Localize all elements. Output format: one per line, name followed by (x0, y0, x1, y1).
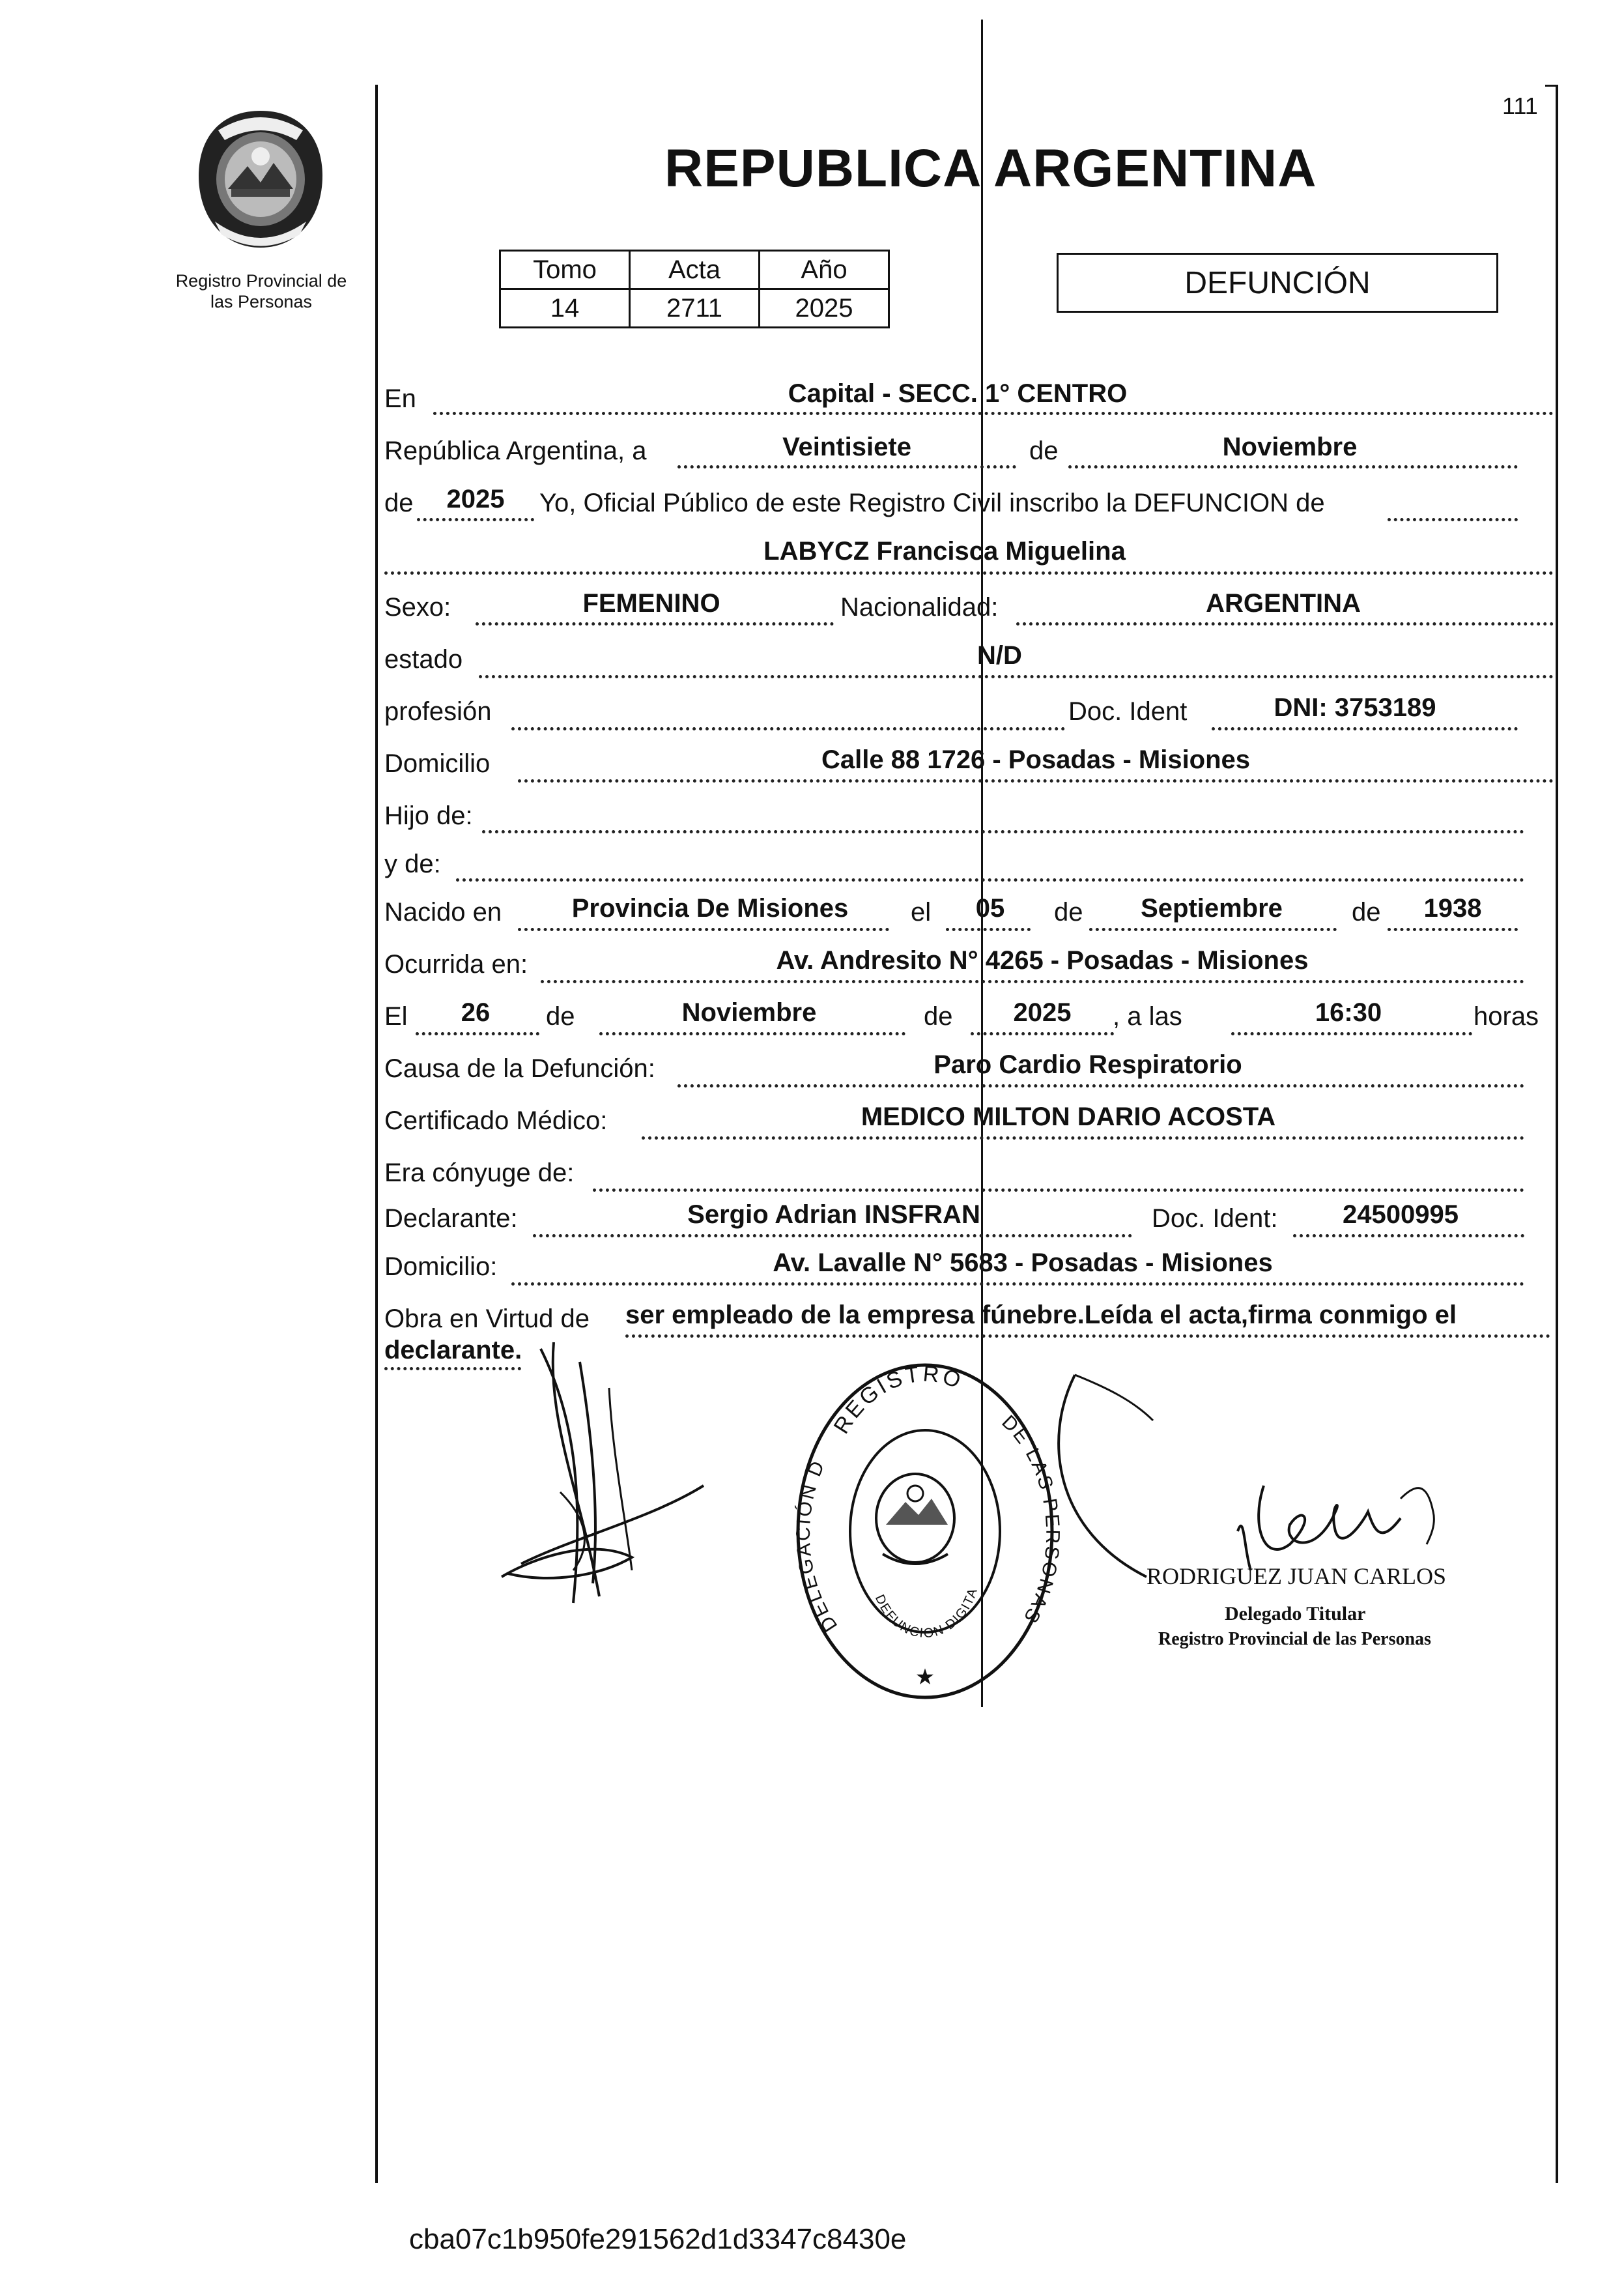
profesion-label: profesión (384, 697, 492, 726)
yde-label: y de: (384, 850, 441, 878)
dotline (1212, 727, 1518, 730)
estado-label: estado (384, 645, 463, 674)
el-horas: horas (1474, 1002, 1539, 1031)
nacionalidad-value: ARGENTINA (1206, 589, 1361, 618)
el-time: 16:30 (1315, 998, 1382, 1027)
emblem-caption-line1: Registro Provincial de (175, 271, 347, 291)
dotline (1388, 928, 1518, 931)
estado-value: N/D (977, 641, 1022, 670)
fecha-day: Veintisiete (782, 433, 911, 461)
dotline (599, 1032, 905, 1035)
header-acta: Acta (630, 251, 760, 289)
el-alas: , a las (1113, 1002, 1182, 1031)
left-margin-line (375, 85, 378, 2183)
el-de2: de (924, 1002, 953, 1031)
doc-ident-value: DNI: 3753189 (1274, 693, 1436, 722)
nacido-de1: de (1054, 898, 1083, 927)
dotline (417, 518, 534, 521)
declarante-doc-label: Doc. Ident: (1152, 1204, 1278, 1233)
obra-value: ser empleado de la empresa fúnebre.Leída el acta,firma conmigo el (625, 1301, 1457, 1329)
conyuge-label: Era cónyuge de: (384, 1159, 575, 1187)
provincial-emblem (189, 104, 332, 254)
seal-star-icon: ★ (915, 1664, 935, 1690)
fecha-de: de (1029, 437, 1059, 465)
svg-text:DELEGACIÓN DEL (788, 1355, 842, 1635)
dotline (946, 928, 1031, 931)
value-anio: 2025 (760, 289, 889, 328)
official-office: Registro Provincial de las Personas (1158, 1629, 1431, 1649)
sexo-label: Sexo: (384, 593, 451, 622)
fecha-month: Noviembre (1222, 433, 1358, 461)
record-table-header (500, 251, 889, 289)
obra-value2: declarante. (384, 1336, 522, 1364)
dotline (511, 727, 1065, 730)
nacido-place: Provincia De Misiones (571, 894, 849, 923)
domicilio-label: Domicilio (384, 749, 491, 778)
certificado-value: MEDICO MILTON DARIO ACOSTA (861, 1102, 1276, 1131)
el-label: El (384, 1002, 408, 1031)
ocurrida-value: Av. Andresito N° 4265 - Posadas - Misiones (776, 946, 1309, 975)
emblem-caption (154, 270, 369, 312)
seal-left-text: DELEGACIÓN D (792, 1456, 842, 1636)
en-label: En (384, 384, 416, 413)
page-number: 111 (1502, 93, 1538, 119)
domicilio2-label: Domicilio: (384, 1252, 498, 1281)
dotline (433, 412, 1554, 415)
dotline (677, 465, 1016, 468)
declarante-doc-value: 24500995 (1343, 1200, 1459, 1229)
causa-value: Paro Cardio Respiratorio (933, 1050, 1242, 1079)
document-type-box: DEFUNCIÓN (1057, 253, 1498, 313)
causa-label: Causa de la Defunción: (384, 1054, 655, 1083)
dotline (518, 779, 1554, 783)
dotline (482, 830, 1524, 833)
el-month: Noviembre (681, 998, 817, 1027)
domicilio-value: Calle 88 1726 - Posadas - Misiones (821, 745, 1251, 774)
nacido-el: el (911, 898, 932, 927)
nacido-de2: de (1352, 898, 1381, 927)
dotline (479, 675, 1554, 678)
value-acta: 2711 (630, 289, 760, 328)
dotline (625, 1334, 1550, 1338)
dotline (416, 1032, 539, 1035)
en-value: Capital - SECC. 1° CENTRO (788, 379, 1128, 408)
sexo-value: FEMENINO (582, 589, 720, 618)
dotline (593, 1188, 1524, 1192)
seal-top-text: REGISTRO (829, 1361, 967, 1439)
official-seal (788, 1355, 1062, 1707)
dotline (518, 928, 889, 931)
declarante-label: Declarante: (384, 1204, 518, 1233)
doc-ident-label: Doc. Ident (1068, 697, 1188, 726)
header-anio: Año (760, 251, 889, 289)
header-tomo: Tomo (500, 251, 630, 289)
dotline (533, 1234, 1132, 1237)
dotline (971, 1032, 1114, 1035)
certificado-label: Certificado Médico: (384, 1106, 608, 1135)
domicilio2-value: Av. Lavalle N° 5683 - Posadas - Misiones (773, 1248, 1273, 1277)
dotline (1388, 518, 1518, 521)
nacido-month: Septiembre (1141, 894, 1283, 923)
official-name: RODRIGUEZ JUAN CARLOS (1147, 1563, 1447, 1589)
nacido-year: 1938 (1423, 894, 1482, 923)
anio-year: 2025 (446, 485, 505, 513)
el-de1: de (546, 1002, 575, 1031)
seal-inner-text: DEFUNCION DIGITA (872, 1585, 981, 1641)
dotline (476, 622, 834, 626)
ocurrida-label: Ocurrida en: (384, 950, 528, 979)
dotline (1293, 1234, 1524, 1237)
right-margin-line (1556, 85, 1558, 2183)
dotline (1231, 1032, 1472, 1035)
nacido-day: 05 (975, 894, 1005, 923)
document-title: REPUBLICA ARGENTINA (664, 139, 1317, 198)
nacido-label: Nacido en (384, 898, 502, 927)
svg-text:REGISTRO (829, 1361, 967, 1438)
deceased-name: LABYCZ Francisca Miguelina (763, 537, 1126, 566)
anio-de: de (384, 489, 414, 517)
obra-label: Obra en Virtud de (384, 1304, 590, 1333)
hijo-label: Hijo de: (384, 801, 473, 830)
dotline (642, 1136, 1524, 1140)
emblem-caption-line2: las Personas (210, 292, 313, 311)
dotline (384, 571, 1554, 575)
nacionalidad-label: Nacionalidad: (840, 593, 999, 622)
record-table (499, 250, 890, 328)
dotline (511, 1282, 1524, 1286)
record-table-values (500, 289, 889, 328)
dotline (1089, 928, 1337, 931)
anio-text: Yo, Oficial Público de este Registro Civil inscribo la DEFUNCION de (539, 489, 1325, 517)
official-role: Delegado Titular (1225, 1603, 1366, 1624)
dotline (541, 980, 1524, 983)
value-tomo: 14 (500, 289, 630, 328)
el-day: 26 (461, 998, 491, 1027)
dotline (1068, 465, 1518, 468)
dotline (677, 1084, 1524, 1088)
el-year: 2025 (1013, 998, 1072, 1027)
dotline (456, 878, 1524, 882)
declarant-signature (495, 1323, 717, 1629)
dotline (1016, 622, 1554, 626)
declarante-value: Sergio Adrian INSFRAN (687, 1200, 980, 1229)
top-rule (1545, 85, 1558, 87)
footer-hash: cba07c1b950fe291562d1d3347c8430e (409, 2223, 907, 2255)
fecha-label: República Argentina, a (384, 437, 647, 465)
seal-right-text: DE LAS PERSONAS (997, 1411, 1062, 1628)
